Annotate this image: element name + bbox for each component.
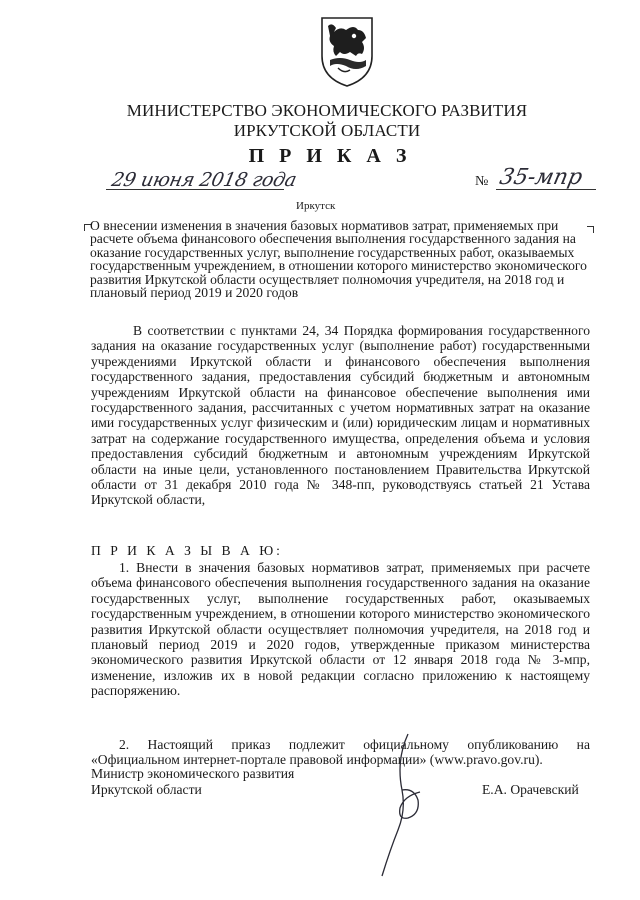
ministry-name-line2: ИРКУТСКОЙ ОБЛАСТИ	[233, 121, 421, 140]
signatory-position-line1: Министр экономического развития	[91, 766, 295, 781]
signatory-name: Е.А. Орачевский	[482, 782, 579, 797]
document-type-heading: П Р И К А З	[248, 145, 412, 167]
signatory-position	[91, 766, 294, 798]
handwritten-signature	[368, 730, 438, 880]
preamble-paragraph: В соответствии с пунктами 24, 34 Порядка формирования государственного задания на оказание государственных услуг (выполнение работ) государственными учреждениями Иркутской области и финансового обеспечения выполнения государственного задания, предоставления субсидий бюджетным и автономным учреждениям Иркутской области на финансовое обеспечение выполнения ими государственного задания, рассчитанных с учетом нормативных затрат на оказание ими государственных услуг физическим и (или) юридическим лицам и нормативных затрат на содержание государственного имущества, определения объема и условия предоставления субсидий бюджетным и автономным учреждениям Иркутской области на иные цели, установленного постановлением Правительства Иркутской области от 31 декабря 2010 года № 348-пп, руководствуясь статьей 21 Устава Иркутской области,	[91, 323, 590, 508]
signatory-position-line2: Иркутской области	[91, 782, 202, 797]
coat-of-arms-icon	[320, 16, 374, 88]
order-keyword: П Р И К А З Ы В А Ю:	[91, 543, 283, 558]
ministry-name-line1: МИНИСТЕРСТВО ЭКОНОМИЧЕСКОГО РАЗВИТИЯ	[126, 101, 528, 120]
handwritten-date: 29 июня 2018 года	[109, 169, 299, 191]
order-item-1: 1. Внести в значения базовых нормативов затрат, применяемых при расчете объема финансового обеспечения выполнения государственного задания на оказание государственных услуг, выполнение государственных работ, оказываемых государственным учреждением, в отношении которого министерство экономического развития Иркутской области осуществляет полномочия учредителя, на 2018 год и плановый период 2019 и 2020 годов, утвержденные приказом министерства экономического развития Иркутской области от 12 января 2018 года № 3-мпр, изменение, изложив их в новой редакции согласно приложению к настоящему распоряжению.	[91, 560, 590, 699]
handwritten-number: 35-мпр	[497, 165, 585, 190]
city-name: Иркутск	[296, 200, 336, 212]
number-sign: №	[475, 174, 489, 189]
order-item-2: 2. Настоящий приказ подлежит официальному опубликованию на «Официальном интернет-портале правовой информации» (www.pravo.gov.ru).	[91, 737, 590, 768]
document-title: О внесении изменения в значения базовых нормативов затрат, применяемых при расчете объема финансового обеспечения выполнения государственного задания на оказание государственных услуг, выполнение государственных работ, оказываемых государственным учреждением, в отношении которого министерство экономического развития Иркутской области осуществляет полномочия учредителя, на 2018 год и плановый период 2019 и 2020 годов	[90, 218, 587, 301]
